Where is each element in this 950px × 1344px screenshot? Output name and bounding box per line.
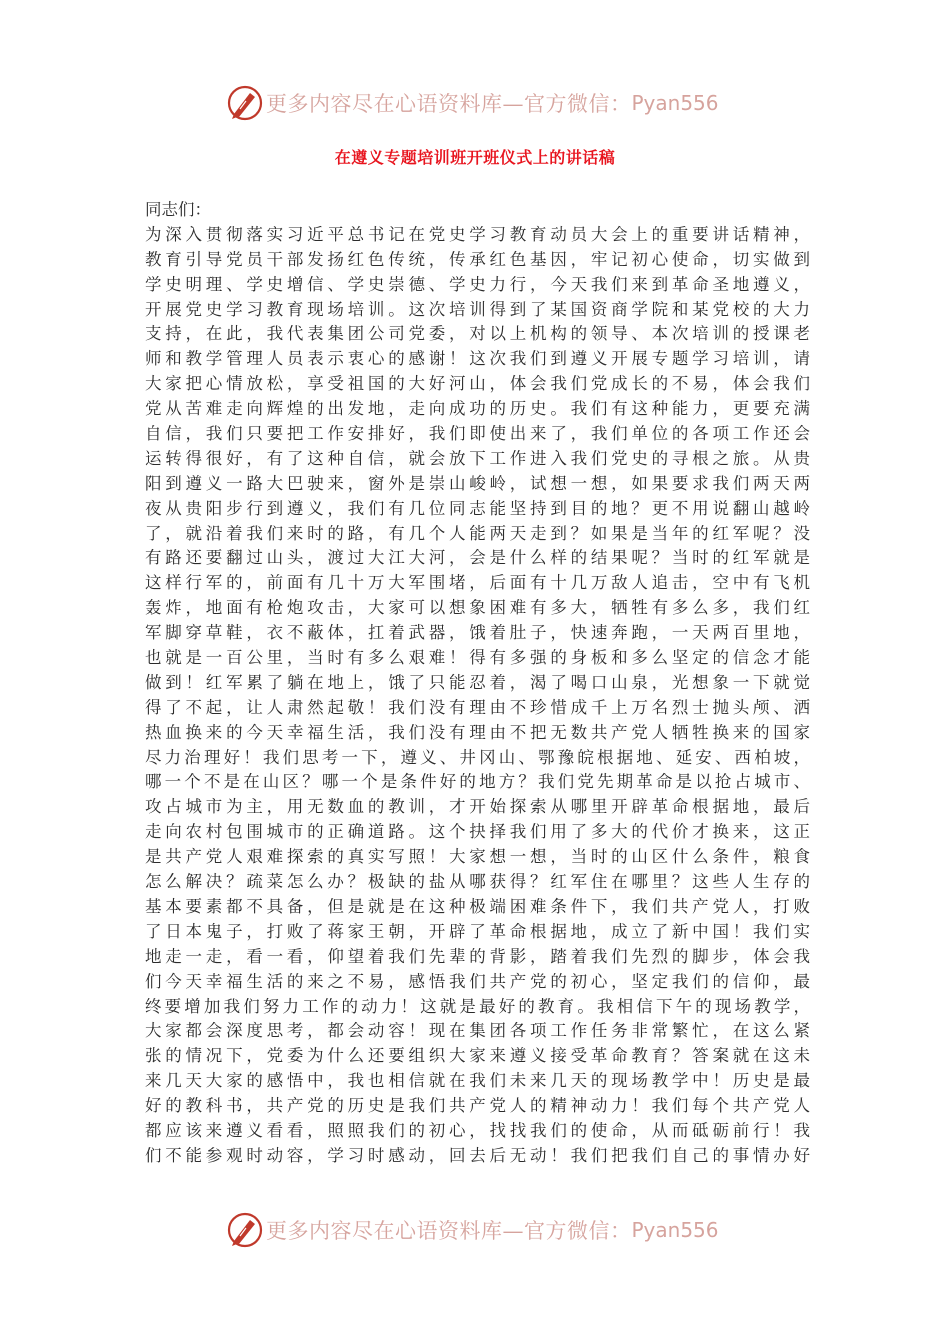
- body-line: 支持，在此，我代表集团公司党委，对以上机构的领导、本次培训的授课老: [145, 324, 810, 344]
- body-line: 攻占城市为主，用无数血的教训，才开始探索从哪里开辟革命根据地，最后: [145, 797, 810, 817]
- body-line: 得了不起，让人肃然起敬！我们没有理由不珍惜成千上万名烈士抛头颅、洒: [145, 697, 810, 717]
- body-line: 这样行军的，前面有几十万大军围堵，后面有十几万敌人追击，空中有飞机: [145, 573, 810, 593]
- body-line: 了，就沿着我们来时的路，有几个人能两天走到？如果是当年的红军呢？没: [145, 523, 810, 543]
- body-line: 是共产党人艰难探索的真实写照！大家想一想，当时的山区什么条件，粮食: [145, 847, 810, 867]
- body-line: 自信，我们只要把工作安排好，我们即使出来了，我们单位的各项工作还会: [145, 424, 810, 444]
- body-line: 做到！红军累了躺在地上，饿了只能忍着，渴了喝口山泉，光想象一下就觉: [145, 672, 810, 692]
- header-banner-wechat-id: Pyan556: [631, 91, 719, 115]
- body-line: 军脚穿草鞋，衣不蔽体，扛着武器，饿着肚子，快速奔跑，一天两百里地，: [145, 623, 810, 643]
- footer-banner-wechat-id: Pyan556: [631, 1218, 719, 1242]
- body-line: 热血换来的今天幸福生活，我们没有理由不把无数共产党人牺牲换来的国家: [145, 722, 810, 742]
- body-line: 同志们：: [145, 200, 211, 219]
- body-line: 运转得很好，有了这种自信，就会放下工作进入我们党史的寻根之旅。从贵: [145, 448, 810, 468]
- body-line: 夜从贵阳步行到遵义，我们有几位同志能坚持到目的地？更不用说翻山越岭: [145, 498, 810, 518]
- body-line: 也就是一百公里，当时有多么艰难！得有多强的身板和多么坚定的信念才能: [145, 648, 810, 668]
- body-line: 师和教学管理人员表示衷心的感谢！这次我们到遵义开展专题学习培训，请: [145, 349, 810, 369]
- pen-nib-logo-icon: [226, 1211, 264, 1249]
- body-line: 好的教科书，共产党的历史是我们共产党人的精神动力！我们每个共产党人: [145, 1096, 810, 1116]
- body-line: 学史明理、学史增信、学史崇德、学史力行，今天我们来到革命圣地遵义，: [145, 274, 810, 294]
- body-line: 走向农村包围城市的正确道路。这个抉择我们用了多大的代价才换来，这正: [145, 822, 810, 842]
- header-banner: [226, 83, 726, 123]
- body-line: 基本要素都不具备，但是就是在这种极端困难条件下，我们共产党人，打败: [145, 896, 810, 916]
- body-line: 为深入贯彻落实习近平总书记在党史学习教育动员大会上的重要讲话精神，: [145, 224, 810, 244]
- body-line: 大家把心情放松，享受祖国的大好河山，体会我们党成长的不易，体会我们: [145, 374, 810, 394]
- body-line: 了日本鬼子，打败了蒋家王朝，开辟了革命根据地，成立了新中国！我们实: [145, 921, 810, 941]
- body-line: 教育引导党员干部发扬红色传统，传承红色基因，牢记初心使命，切实做到: [145, 249, 810, 269]
- body-line: 党从苦难走向辉煌的出发地，走向成功的历史。我们有这种能力，更要充满: [145, 399, 810, 419]
- body-line: 们今天幸福生活的来之不易，感悟我们共产党的初心，坚定我们的信仰，最: [145, 971, 810, 991]
- footer-banner-text: 更多内容尽在心语资料库—官方微信：: [266, 1219, 632, 1243]
- body-line: 们不能参观时动容，学习时感动，回去后无动！我们把我们自己的事情办好: [145, 1145, 810, 1165]
- body-line: 地走一走，看一看，仰望着我们先辈的背影，踏着我们先烈的脚步，体会我: [145, 946, 810, 966]
- body-line: 尽力治理好！我们思考一下，遵义、井冈山、鄂豫皖根据地、延安、西柏坡，: [145, 747, 810, 767]
- body-line: 阳到遵义一路大巴驶来，窗外是崇山峻岭，试想一想，如果要求我们两天两: [145, 473, 810, 493]
- body-line: 张的情况下，党委为什么还要组织大家来遵义接受革命教育？答案就在这未: [145, 1046, 810, 1066]
- document-title: 在遵义专题培训班开班仪式上的讲话稿: [334, 148, 616, 167]
- footer-banner: [226, 1210, 726, 1250]
- body-line: 终要增加我们努力工作的动力！这就是最好的教育。我相信下午的现场教学，: [145, 996, 810, 1016]
- body-line: 有路还要翻过山头，渡过大江大河，会是什么样的结果呢？当时的红军就是: [145, 548, 810, 568]
- body-line: 轰炸，地面有枪炮攻击，大家可以想象困难有多大，牺牲有多么多，我们红: [145, 598, 810, 618]
- pen-nib-logo-icon: [226, 84, 264, 122]
- body-line: 来几天大家的感悟中，我也相信就在我们未来几天的现场教学中！历史是最: [145, 1071, 810, 1091]
- body-line: 开展党史学习教育现场培训。这次培训得到了某国资商学院和某党校的大力: [145, 299, 810, 319]
- body-line: 大家都会深度思考，都会动容！现在集团各项工作任务非常繁忙，在这么紧: [145, 1021, 810, 1041]
- header-banner-text: 更多内容尽在心语资料库—官方微信：: [266, 92, 632, 116]
- body-line: 哪一个不是在山区？哪一个是条件好的地方？我们党先期革命是以抢占城市、: [145, 772, 810, 792]
- body-line: 都应该来遵义看看，照照我们的初心，找找我们的使命，从而砥砺前行！我: [145, 1120, 810, 1140]
- body-line: 怎么解决？疏菜怎么办？极缺的盐从哪获得？红军住在哪里？这些人生存的: [145, 872, 810, 892]
- document-body: [145, 198, 810, 1169]
